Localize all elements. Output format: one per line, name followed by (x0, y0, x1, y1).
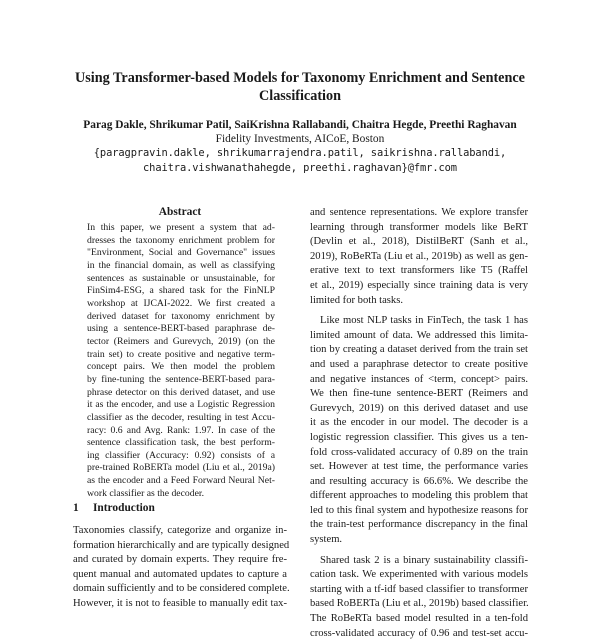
author-list: Parag Dakle, Shrikumar Patil, SaiKrishna Rallabandi, Chaitra Hegde, Preethi Raghavan (83, 119, 517, 131)
body-line: The RoBeRTa based model resulted in a ten-fold (310, 613, 528, 625)
body-line: and curated by domain experts. They require fre- (73, 554, 287, 566)
email-line: {paragpravin.dakle, shrikumarrajendra.patil, saikrishna.rallabandi, (93, 147, 507, 159)
body-line: erative text to text transformers like T5 (Raffel (310, 265, 528, 277)
abstract-line: In this paper, we present a system that ad- (87, 222, 275, 233)
abstract-line: tector (Reimers and Gurevych, 2019) (on the (87, 335, 275, 347)
title-line: Using Transformer-based Models for Taxonomy Enrichment and Sentence (75, 70, 525, 86)
body-line: et al., 2019) especially since training data is very (310, 279, 528, 291)
body-line: and resulting accuracy is 66.6%. We describe the (310, 475, 528, 487)
abstract-line: "Environment, Social and Governance" issues (87, 247, 275, 259)
abstract-line: it as the encoder, and use a Logistic Regression (87, 399, 275, 411)
abstract-body (87, 222, 275, 500)
abstract-line: in the financial domain, as well as classifying (87, 259, 275, 271)
introduction-heading (73, 501, 287, 515)
right-column-body (310, 206, 528, 641)
author-emails (40, 146, 560, 176)
body-line: quent manual and automated updates to capture a (73, 568, 287, 580)
body-line: cross-validated accuracy of 0.96 and test-set accu- (310, 627, 528, 639)
body-line: formation hierarchically and are typically designed (73, 539, 290, 551)
abstract-line: concept pairs. We then model the problem (87, 361, 275, 373)
body-line: tion by creating a dataset derived from the train set (310, 344, 528, 356)
body-line: learning through transformer models like BeRT (310, 221, 528, 233)
paper-title (40, 69, 560, 105)
body-line: logistic regression classifier. This gives us a ten- (310, 431, 528, 443)
body-line: cation task. We experimented with various models (310, 569, 528, 581)
abstract-line: as the encoder and a Feed Forward Neural Net- (87, 475, 275, 487)
body-line: system. (310, 534, 343, 546)
body-line: Taxonomies classify, categorize and organize in- (73, 525, 287, 536)
abstract-line: dresses the taxonomy enrichment problem for (87, 234, 275, 246)
title-line: Classification (259, 88, 341, 104)
body-line: domain sufficiently and to be considered complete. (73, 583, 290, 595)
abstract-line: ing classifier (Accuracy: 0.92) consists of a (87, 449, 275, 461)
abstract-line: by fine-tuning the sentence-BERT-based para- (87, 373, 275, 385)
body-line: starting with a tf-idf based classifier to transformer (310, 583, 528, 595)
section-number: 1 (73, 502, 79, 514)
body-line: and sentence representations. We explore transfer (310, 207, 528, 218)
body-line: it as the encoder in our model. The decoder is a (310, 417, 528, 429)
abstract-line: FinSim4-ESG, a shared task for the FinNLP (87, 285, 275, 297)
section-title: Introduction (93, 502, 155, 514)
abstract-line: racy: 0.6 and Avg. Rank: 1.97. In case of the (87, 424, 275, 436)
abstract-line: derived dataset for taxonomy enrichment by (87, 310, 275, 322)
introduction-body (73, 524, 290, 612)
body-line: However, it is not to feasible to manually edit tax- (73, 597, 287, 609)
body-line: Shared task 2 is a binary sustainability classifi- (320, 554, 528, 566)
abstract-line: train set) to create positive and negative term- (87, 348, 275, 360)
body-line: We then fine-tune sentence-BERT (Reimers and (310, 388, 528, 400)
body-line: fold cross-validated accuracy of 0.89 on the train (310, 446, 528, 458)
email-line: chaitra.vishwanathahegde, preethi.raghavan}@fmr.com (143, 162, 457, 174)
body-line: different approaches to modeling this problem that (310, 490, 528, 502)
abstract-line: classifier as the decoder, resulting in test Accu- (87, 411, 275, 423)
abstract-line: sentences as sustainable or unsustainable, for (87, 272, 275, 284)
body-line: led to this final system and hypothesize reasons for (310, 504, 528, 516)
body-line: and negative instances of <term, concept> pairs. (310, 373, 528, 385)
body-line: 2019), RoBeRTa (Liu et al., 2019b) as well as gen- (310, 250, 528, 262)
body-line: the train-test performance discrepancy in the final (310, 519, 528, 531)
abstract-line: workshop at IJCAI-2022. We first created a (87, 297, 275, 309)
body-line: Gurevych, 2019) on this derived dataset and use (310, 402, 528, 414)
abstract-line: phrase detector on this derived dataset, and use (87, 386, 275, 398)
body-line: set. However at test time, the performance varies (310, 461, 528, 473)
abstract-line: sentence classification task, the best perform- (87, 437, 275, 449)
body-line: and used a paraphrase detector to create positive (310, 358, 528, 370)
body-line: limited amount of data. We addressed this limita- (310, 329, 528, 341)
body-line: based RoBERTa (Liu et al., 2019b) based classifier. (310, 598, 529, 610)
abstract-line: using a sentence-BERT-based paraphrase de- (87, 323, 275, 335)
abstract-line: pre-trained RoBERTa model (Liu et al., 2019a) (87, 462, 275, 474)
affiliation: Fidelity Investments, AICoE, Boston (215, 133, 385, 145)
abstract-heading: Abstract (158, 206, 202, 218)
body-line: (Devlin et al., 2018), DistilBeRT (Sanh et al., (310, 236, 528, 248)
abstract-line: work classifier as the decoder. (87, 487, 205, 499)
body-line: limited for both tasks. (310, 294, 403, 306)
body-line: Like most NLP tasks in FinTech, the task 1 has (320, 315, 528, 327)
